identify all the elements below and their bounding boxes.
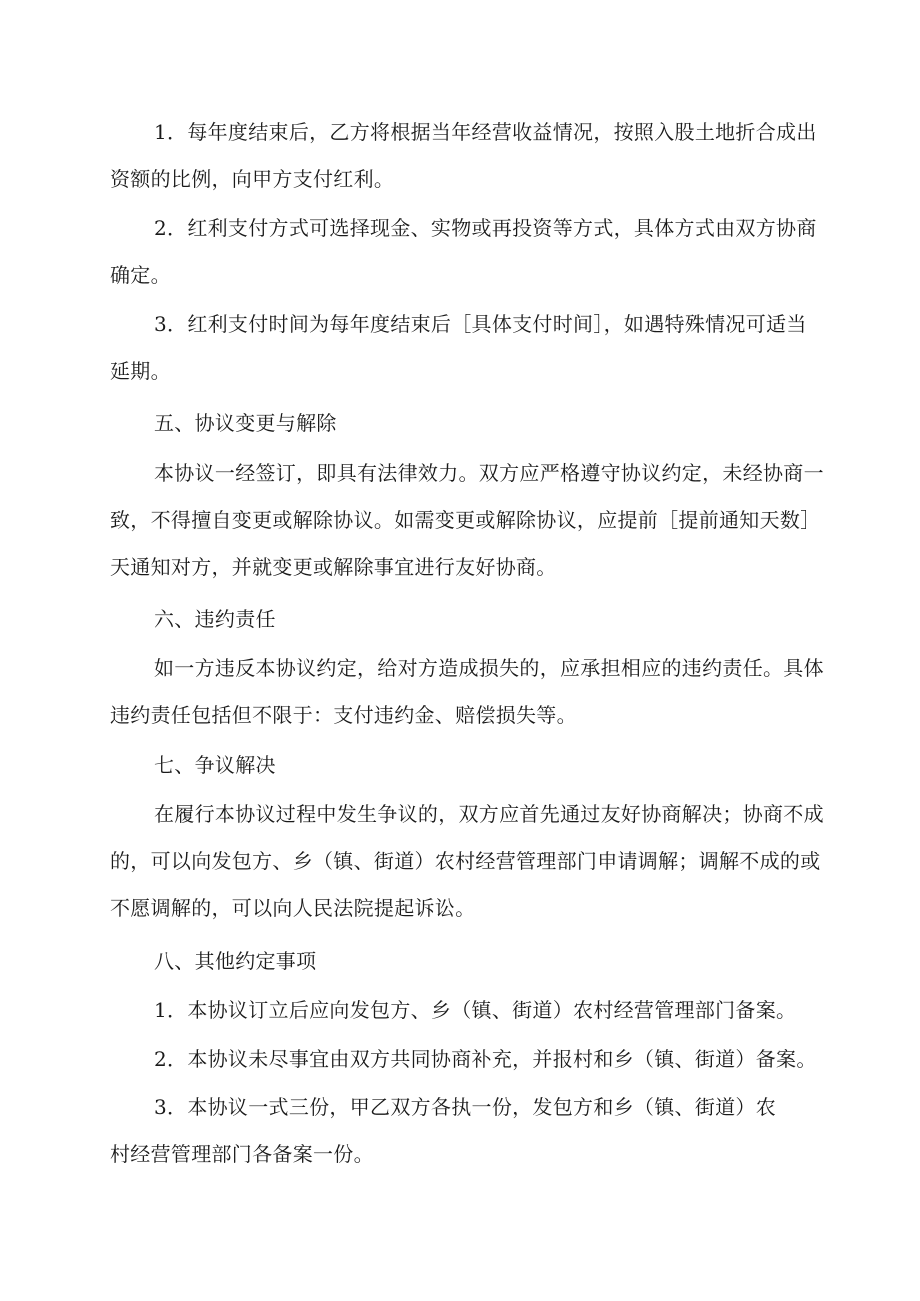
text-line: 3．红利支付时间为每年度结束后［具体支付时间］，如遇特殊情况可适当	[154, 312, 807, 336]
text-line: 本协议一经签订，即具有法律效力。双方应严格遵守协议约定，未经协商一	[154, 461, 824, 485]
paragraph-dispute	[110, 791, 822, 932]
section-heading-dispute	[110, 742, 822, 789]
text-line: 1．本协议订立后应向发包方、乡（镇、街道）农村经营管理部门备案。	[154, 998, 797, 1022]
section-heading-liability	[110, 596, 822, 643]
text-line: 村经营管理部门各备案一份。	[110, 1142, 374, 1166]
section-heading: 六、违约责任	[154, 607, 276, 631]
paragraph-dividend-1	[110, 109, 822, 203]
paragraph-liability	[110, 645, 822, 739]
text-line: 2．本协议未尽事宜由双方共同协商补充，并报村和乡（镇、街道）备案。	[154, 1047, 817, 1071]
text-line: 2．红利支付方式可选择现金、实物或再投资等方式，具体方式由双方协商	[154, 216, 817, 240]
text-line: 延期。	[110, 359, 171, 383]
text-line: 1．每年度结束后，乙方将根据当年经营收益情况，按照入股土地折合成出	[154, 120, 817, 144]
section-heading-amendment	[110, 400, 822, 447]
paragraph-other-2	[110, 1036, 822, 1083]
section-heading-other	[110, 938, 822, 985]
paragraph-dividend-3	[110, 301, 822, 395]
paragraph-amendment	[110, 450, 822, 591]
text-line: 的，可以向发包方、乡（镇、街道）农村经营管理部门申请调解；调解不成的或	[110, 849, 821, 873]
paragraph-other-3	[110, 1084, 822, 1178]
text-line: 如一方违反本协议约定，给对方造成损失的，应承担相应的违约责任。具体	[154, 656, 824, 680]
text-line: 确定。	[110, 263, 171, 287]
text-line: 违约责任包括但不限于：支付违约金、赔偿损失等。	[110, 703, 577, 727]
text-line: 资额的比例，向甲方支付红利。	[110, 167, 395, 191]
paragraph-other-1	[110, 987, 822, 1034]
text-line: 3．本协议一式三份，甲乙双方各执一份，发包方和乡（镇、街道）农	[154, 1095, 777, 1119]
paragraph-dividend-2	[110, 205, 822, 299]
text-line: 在履行本协议过程中发生争议的，双方应首先通过友好协商解决；协商不成	[154, 802, 824, 826]
text-line: 不愿调解的，可以向人民法院提起诉讼。	[110, 896, 476, 920]
text-line: 天通知对方，并就变更或解除事宜进行友好协商。	[110, 555, 557, 579]
section-heading: 五、协议变更与解除	[154, 411, 337, 435]
section-heading: 八、其他约定事项	[154, 949, 317, 973]
section-heading: 七、争议解决	[154, 753, 276, 777]
text-line: 致，不得擅自变更或解除协议。如需变更或解除协议，应提前［提前通知天数］	[110, 508, 821, 532]
